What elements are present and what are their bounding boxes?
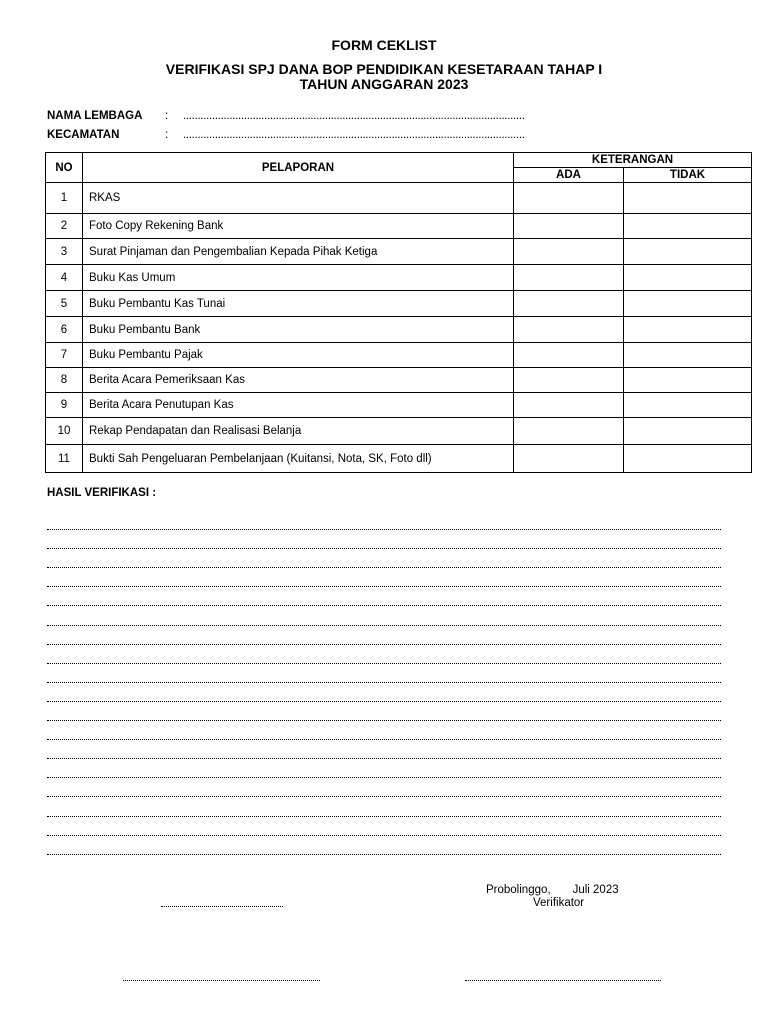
nama-lembaga-colon: : bbox=[165, 110, 169, 122]
ada-checkbox-cell[interactable] bbox=[514, 239, 624, 265]
row-item: Buku Pembantu Kas Tunai bbox=[83, 291, 514, 317]
signature-role: Verifikator bbox=[533, 897, 585, 909]
tidak-checkbox-cell[interactable] bbox=[624, 183, 752, 214]
row-item: Berita Acara Penutupan Kas bbox=[83, 393, 514, 418]
form-subtitle-line2: TAHUN ANGGARAN 2023 bbox=[299, 76, 469, 92]
hasil-line[interactable] bbox=[47, 702, 721, 721]
signature-date-blank[interactable] bbox=[161, 896, 283, 907]
ada-checkbox-cell[interactable] bbox=[514, 214, 624, 239]
hasil-line[interactable] bbox=[47, 587, 721, 606]
table-row bbox=[46, 291, 752, 317]
hasil-line[interactable] bbox=[47, 530, 721, 549]
form-subtitle-line1: VERIFIKASI SPJ DANA BOP PENDIDIKAN KESETARAAN TAHAP I bbox=[165, 61, 603, 77]
tidak-checkbox-cell[interactable] bbox=[624, 343, 752, 368]
hasil-line[interactable] bbox=[47, 817, 721, 836]
ada-checkbox-cell[interactable] bbox=[514, 418, 624, 445]
col-no-header: NO bbox=[46, 153, 83, 183]
hasil-line[interactable] bbox=[47, 683, 721, 702]
ada-checkbox-cell[interactable] bbox=[514, 317, 624, 343]
kecamatan-row bbox=[47, 129, 525, 141]
signature-place: Probolinggo, bbox=[486, 884, 551, 896]
row-number: 9 bbox=[46, 393, 83, 418]
col-keterangan-header: KETERANGAN bbox=[514, 153, 752, 168]
row-item: Buku Kas Umum bbox=[83, 265, 514, 291]
signature-line-right[interactable] bbox=[465, 970, 661, 981]
nama-lembaga-label: NAMA LEMBAGA bbox=[47, 110, 143, 122]
tidak-checkbox-cell[interactable] bbox=[624, 214, 752, 239]
row-item: Berita Acara Pemeriksaan Kas bbox=[83, 368, 514, 393]
hasil-line[interactable] bbox=[47, 606, 721, 625]
hasil-line[interactable] bbox=[47, 645, 721, 664]
hasil-line[interactable] bbox=[47, 568, 721, 587]
tidak-checkbox-cell[interactable] bbox=[624, 368, 752, 393]
hasil-line[interactable] bbox=[47, 549, 721, 568]
row-number: 1 bbox=[46, 183, 83, 214]
ada-checkbox-cell[interactable] bbox=[514, 291, 624, 317]
hasil-line[interactable] bbox=[47, 511, 721, 530]
tidak-checkbox-cell[interactable] bbox=[624, 317, 752, 343]
table-row bbox=[46, 343, 752, 368]
table-row bbox=[46, 214, 752, 239]
hasil-line[interactable] bbox=[47, 740, 721, 759]
ada-checkbox-cell[interactable] bbox=[514, 265, 624, 291]
row-item: Buku Pembantu Bank bbox=[83, 317, 514, 343]
nama-lembaga-row bbox=[47, 110, 525, 122]
row-number: 7 bbox=[46, 343, 83, 368]
table-row bbox=[46, 393, 752, 418]
tidak-checkbox-cell[interactable] bbox=[624, 393, 752, 418]
ada-checkbox-cell[interactable] bbox=[514, 393, 624, 418]
hasil-line[interactable] bbox=[47, 797, 721, 816]
col-pelaporan-header: PELAPORAN bbox=[83, 153, 514, 183]
table-row bbox=[46, 418, 752, 445]
tidak-checkbox-cell[interactable] bbox=[624, 291, 752, 317]
signature-line-left[interactable] bbox=[123, 970, 320, 981]
kecamatan-field[interactable]: ...................................................................................................................... bbox=[183, 129, 525, 141]
row-number: 11 bbox=[46, 445, 83, 473]
signature-place-date bbox=[486, 884, 619, 896]
hasil-line[interactable] bbox=[47, 836, 721, 855]
row-item: Buku Pembantu Pajak bbox=[83, 343, 514, 368]
tidak-checkbox-cell[interactable] bbox=[624, 418, 752, 445]
hasil-verifikasi-label: HASIL VERIFIKASI : bbox=[47, 487, 157, 499]
hasil-verifikasi-lines[interactable] bbox=[47, 511, 721, 855]
form-title: FORM CEKLIST bbox=[331, 37, 437, 53]
table-row bbox=[46, 183, 752, 214]
table-row bbox=[46, 239, 752, 265]
ada-checkbox-cell[interactable] bbox=[514, 368, 624, 393]
hasil-line[interactable] bbox=[47, 759, 721, 778]
table-row bbox=[46, 368, 752, 393]
row-item: Bukti Sah Pengeluaran Pembelanjaan (Kuitansi, Nota, SK, Foto dll) bbox=[83, 445, 514, 473]
tidak-checkbox-cell[interactable] bbox=[624, 265, 752, 291]
hasil-line[interactable] bbox=[47, 664, 721, 683]
row-number: 2 bbox=[46, 214, 83, 239]
signature-month: Juli 2023 bbox=[572, 884, 619, 896]
ada-checkbox-cell[interactable] bbox=[514, 343, 624, 368]
row-number: 5 bbox=[46, 291, 83, 317]
nama-lembaga-field[interactable]: ...................................................................................................................... bbox=[183, 110, 525, 122]
col-tidak-header: TIDAK bbox=[624, 168, 752, 183]
hasil-line[interactable] bbox=[47, 778, 721, 797]
kecamatan-colon: : bbox=[165, 129, 169, 141]
row-number: 3 bbox=[46, 239, 83, 265]
col-ada-header: ADA bbox=[514, 168, 624, 183]
tidak-checkbox-cell[interactable] bbox=[624, 445, 752, 473]
row-number: 8 bbox=[46, 368, 83, 393]
row-number: 10 bbox=[46, 418, 83, 445]
row-item: RKAS bbox=[83, 183, 514, 214]
row-number: 4 bbox=[46, 265, 83, 291]
row-item: Rekap Pendapatan dan Realisasi Belanja bbox=[83, 418, 514, 445]
kecamatan-label: KECAMATAN bbox=[47, 129, 120, 141]
ada-checkbox-cell[interactable] bbox=[514, 183, 624, 214]
row-number: 6 bbox=[46, 317, 83, 343]
ada-checkbox-cell[interactable] bbox=[514, 445, 624, 473]
hasil-line[interactable] bbox=[47, 721, 721, 740]
hasil-line[interactable] bbox=[47, 626, 721, 645]
row-item: Surat Pinjaman dan Pengembalian Kepada Pihak Ketiga bbox=[83, 239, 514, 265]
checklist-table bbox=[45, 152, 752, 473]
row-item: Foto Copy Rekening Bank bbox=[83, 214, 514, 239]
tidak-checkbox-cell[interactable] bbox=[624, 239, 752, 265]
table-row bbox=[46, 265, 752, 291]
table-row bbox=[46, 317, 752, 343]
table-row bbox=[46, 445, 752, 473]
